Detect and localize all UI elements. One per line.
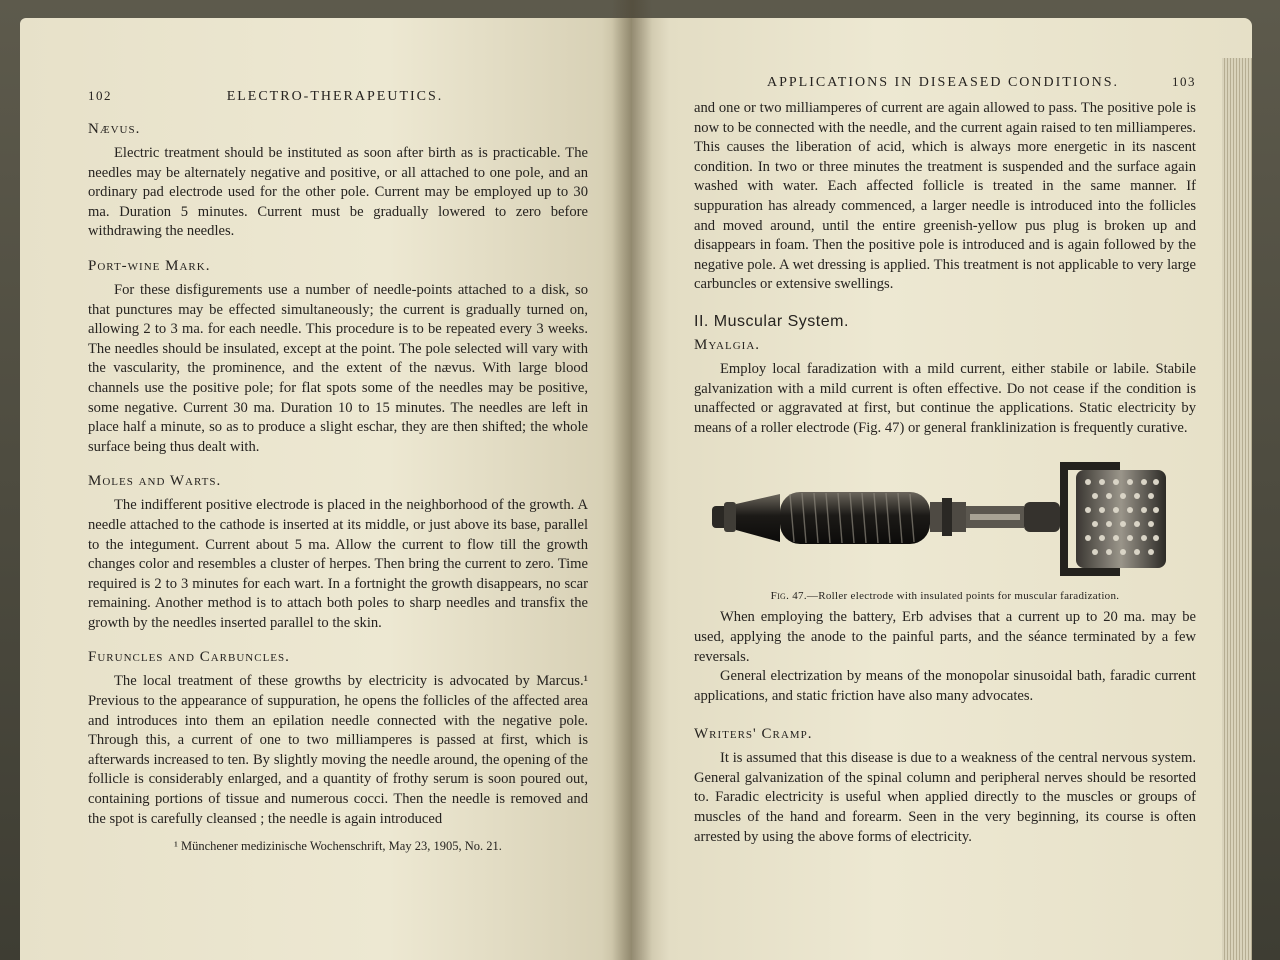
paragraph-battery: When employing the battery, Erb advises that a current up to 20 ma. may be used, applying the anode to the painful parts, and the séance terminated by a few reversals.: [694, 609, 1196, 665]
right-running-head: [694, 74, 1196, 91]
figure-caption-text: —Roller electrode with insulated points for muscular faradization.: [806, 590, 1120, 603]
section-heading-port-wine: Port-wine Mark.: [88, 257, 211, 274]
section-heading-furuncles: Furuncles and Carbuncles.: [88, 649, 290, 666]
paragraph-continuation: and one or two milliamperes of current are again allowed to pass. The positive pole is now to be connected with the needle, and the current again raised to ten milliamperes. This causes the liberation of acid, which is always more energetic in its nascent condition. In two or three minutes the treatment is suspended and the surface again washed with water. Each affected follicle is treated in the same manner. If suppuration has already commenced, a larger needle is introduced into the follicles and moved around, until the entire greenish-yellow pus plug is broken up and disappears in foam. Then the positive pole is introduced and is again followed by the negative pole. A wet dressing is applied. This treatment is not applicable to very large carbuncles or extensive swellings.: [694, 100, 1196, 293]
section-heading-moles: Moles and Warts.: [88, 473, 222, 490]
left-page: [20, 18, 632, 960]
footnote: ¹ Münchener medizinische Wochenschrift, May 23, 1905, No. 21.: [174, 839, 502, 854]
left-running-head: [88, 88, 588, 105]
paragraph-electrization: General electrization by means of the monopolar sinusoidal bath, faradic current applications, and static friction have also many advocates.: [694, 668, 1196, 704]
running-head-title-left: ELECTRO-THERAPEUTICS.: [226, 89, 444, 104]
roller-electrode-illustration: [710, 458, 1180, 586]
figure-47: [694, 458, 1196, 602]
paragraph-myalgia: Employ local faradization with a mild current, either stabile or labile. Stabile galvanization with a mild current is often effective. Do not cease if the condition is unaffected or aggravated at first, but continue the applications. Static electricity by means of a roller electrode (Fig. 47) or general franklinization is frequently curative.: [694, 360, 1196, 436]
paragraph-moles: The indifferent positive electrode is placed in the neighborhood of the growth. A needle attached to the cathode is inserted at its middle, or just above its base, parallel to the integument. Current about 5 ma. Allow the current to flow till the growth changes color and resembles a cluster of herpes. Then bring the current to zero. Time required is 2 to 3 minutes for each wart. In a fortnight the growth disappears, no scar remaining. Another method is to attach both poles to sharp needles and transfix the growth by the needles inserted parallel to the skin.: [88, 497, 588, 631]
section-heading-naevus: Nævus.: [88, 121, 141, 137]
page-edges: [1222, 58, 1252, 960]
figure-caption: [694, 590, 1196, 602]
section-title-muscular: II. Muscular System.: [694, 312, 849, 330]
paragraph-port-wine: For these disfigurements use a number of needle-points attached to a disk, so that punctures may be effected simultaneously; the current is gradually turned on, allowing 2 to 3 ma. for each needle. This procedure is to be repeated every 3 weeks. The needles should be insulated, except at the point. The pole selected will vary with the vascularity, the prominence, and the extent of the nævus. With large blood channels use the positive pole; for flat spots some of the needles may be positive, some negative. Current 30 ma. Duration 10 to 15 minutes. The needles are left in place half a minute, so as to produce a slight eschar, they are then shifted; the whole surface being thus dealt with.: [88, 281, 588, 455]
section-heading-writers-cramp: Writers' Cramp.: [694, 726, 813, 743]
page-number-right: 103: [1171, 74, 1196, 89]
section-heading-myalgia: Myalgia.: [694, 336, 761, 353]
figure-number: Fig. 47.: [770, 590, 807, 603]
paragraph-writers-cramp: It is assumed that this disease is due to a weakness of the central nervous system. General galvanization of the spinal column and peripheral nerves should be resorted to. Faradic electricity is useful when applied directly to the muscles or groups of muscles of the hand and forearm. Seen in the very beginning, its course is often arrested by using the above forms of electricity.: [694, 750, 1196, 845]
right-page: [632, 18, 1252, 960]
paragraph-naevus: Electric treatment should be instituted as soon after birth as is practicable. The needles may be alternately negative and positive, or all attached to one pole, and an ordinary pad electrode used for the other pole. Current may be employed up to 30 ma. Duration 5 minutes. Current must be gradually lowered to zero before withdrawing the needles.: [88, 145, 588, 240]
page-number-left: 102: [88, 88, 112, 103]
running-head-title-right: APPLICATIONS IN DISEASED CONDITIONS.: [766, 75, 1119, 90]
paragraph-furuncles: The local treatment of these growths by electricity is advocated by Marcus.¹ Previous to the appearance of suppuration, he opens the follicles of the affected area and introduces into them an epilation needle connected with the negative pole. Through this, a current of one to two milliamperes is passed at first, which is afterwards increased to ten. By slightly moving the needle around, the opening of the follicle is considerably enlarged, and a quantity of frothy serum is soon poured out, containing portions of tissue and numerous cocci. Then the needle is removed and the spot is carefully cleansed ; the needle is again introduced: [88, 673, 588, 827]
